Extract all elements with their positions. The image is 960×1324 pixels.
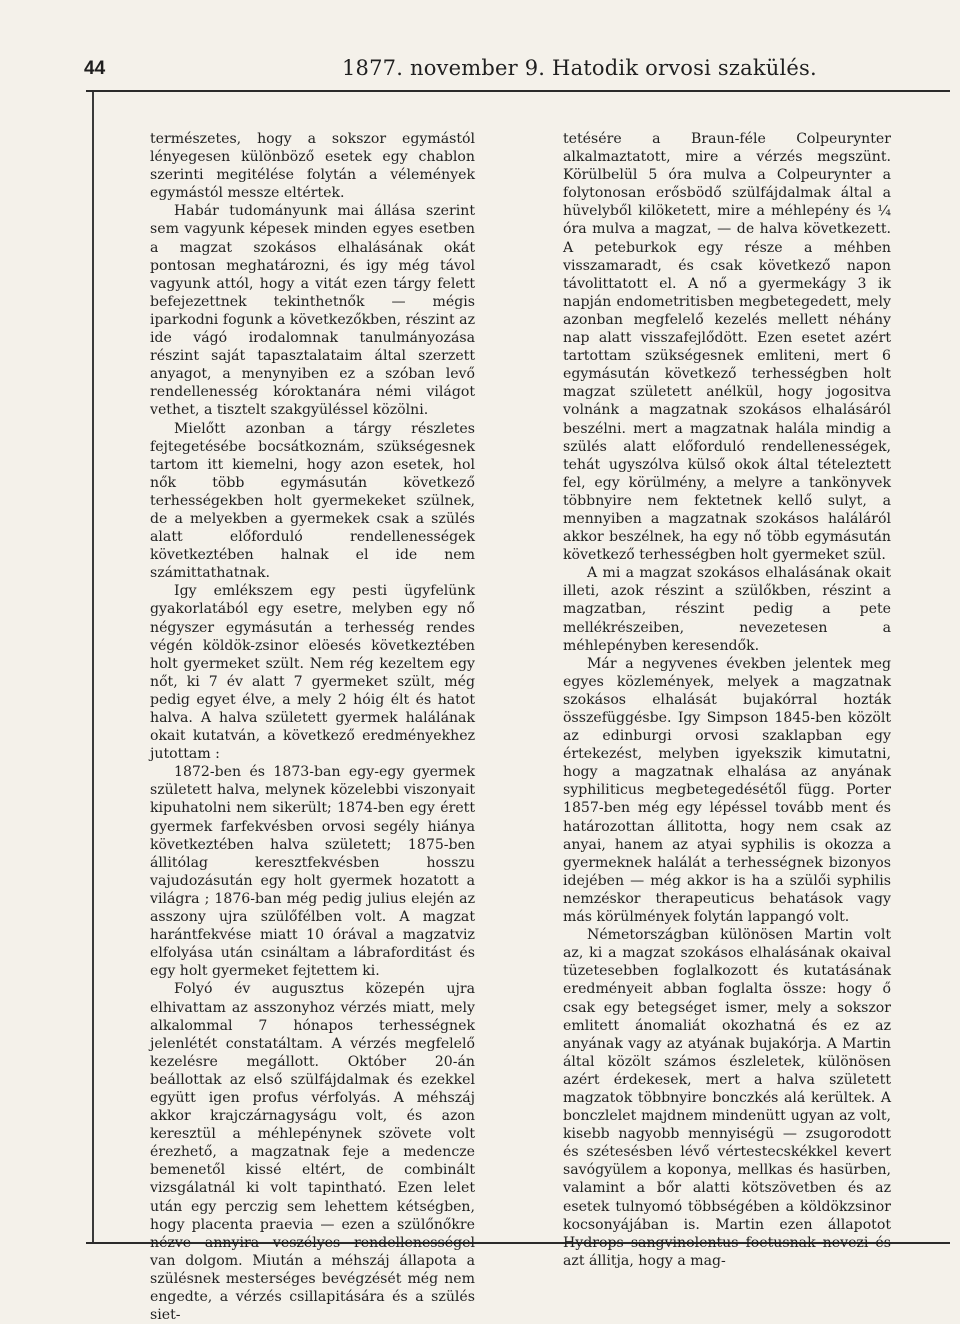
running-title: 1877. november 9. Hatodik orvosi szakülés. <box>342 56 817 80</box>
paragraph: Mielőtt azonban a tárgy részletes fejtegetésébe bocsátkoznám, szükségesnek tartom itt kiemelni, hogy azon esetek, hol nők több egymásután következő terhességekben holt gyermekeket szülnek, de a melyekben a gyermekek csak a szülés alatt előforduló rendellenességek következtében halnak el ide nem számittathatnak. <box>150 420 475 582</box>
page-header <box>80 56 950 86</box>
header-rule <box>86 90 950 92</box>
paragraph: tetésére a Braun-féle Colpeurynter alkalmaztatott, mire a vérzés megszünt. Körülbelül 5 óra mulva a Colpeurynter a folytonosan erősbödő szülfájdalmak által a hüvelyből kilöketett, mire a méhlepény és ¼ óra mulva a magzat, — de halva következett. A peteburkok egy része a méhben visszamaradt, és csak következő napon távolittatott el. A nő a gyermekágy 3 ik napján endometritisben megbetegedett, mely azonban megfelelő kezelés mellett néhány nap alatt visszafejlődött. Ezen esetet azért tartottam szükségesnek emliteni, mert 6 egymásután következő terhességben holt magzat született anélkül, hogy jogositva volnánk a magzatnak szokásos elhalásáról beszélni. mert a magzatnak halála mindig a szülés alatt előforduló rendellenességek, tehát ugyszólva külső okok által tételeztett fel, egy körülmény, a melyre a tankönyvek többnyire nem fektetnek kellő sulyt, a mennyiben a magzatnak szokásos haláláról akkor beszélnek, ha egy nő több egymásután következő terhességben holt gyermeket szül. <box>563 131 891 564</box>
margin-line <box>92 92 94 1242</box>
paragraph: Már a negyvenes években jelentek meg egyes közlemények, melyek a magzatnak szokásos elhalását bujakórral hozták összefüggésbe. Igy Simpson 1845-ben közölt az edinburgi orvosi szaklapban egy értekezést, melyben igyekszik kimutatni, hogy a magzatnak elhalása az anyának syphiliticus megbetegedésétől függ. Porter 1857-ben még egy lépéssel tovább ment és határozottan állitotta, hogy nem csak az anyai, hanem az atyai syphilis is okozza a gyermeknek halálát a terhességnek bizonyos idejében — még akkor is ha a szülői syphilis nemzéskor therapeuticus behatások vagy más körülmények folytán lappangó volt. <box>563 655 891 926</box>
paragraph: Habár tudományunk mai állása szerint sem vagyunk képesek minden egyes esetben a magzat szokásos elhalásának okát pontosan meghatározni, és igy még távol vagyunk attól, hogy a vitát ezen tárgy felett befejezettnek tekinthetnők — mégis iparkodni fogunk a következőkben, részint az ide vágó irodalomnak tanulmányozása részint saját tapasztalataim által szerzett anyagot, a menynyiben ez a szóban levő rendellenesség kóroktanára némi világot vethet, a tisztelt szakgyüléssel közölni. <box>150 203 475 419</box>
paragraph: 1872-ben és 1873-ban egy-egy gyermek született halva, melynek közelebbi viszonyait kipuhatolni nem sikerült; 1874-ben egy érett gyermek farfekvésben orvosi segély hiánya következtében halva született; 1875-ben állitólag keresztfekvésben hosszu vajudozásután egy holt gyermek hozatott a világra ; 1876-ban még pedig julius elején az asszony ujra szülőfélben volt. A magzat harántfekvése miatt 10 órával a magzatviz elfolyása után csináltam a lábraforditást és egy holt gyermeket fejtettem ki. <box>150 764 475 980</box>
paragraph: Folyó év augusztus közepén ujra elhivattam az asszonyhoz vérzés miatt, mely alkalommal 7 hónapos terhességnek jelenlétét constatáltam. A vérzés megfelelő kezelésre megállott. Október 20-án beállottak az első szülfájdalmak és ezekkel együtt igen profus vérfolyás. A méhszáj akkor krajczárnagyságu volt, és azon keresztül a méhlepénynek szövete volt érezhető, a magzatnak feje a medencze bemenetől kissé eltért, de combinált vizsgálatnál ki volt tapintható. Ezen lelet után egy perczig sem lehettem kétségben, hogy placenta praevia — ezen a szülőnőkre nézve annyira veszélyes rendellenességel van dolgom. Miután a méhszáj állapota a szülésnek mesterséges bevégzését még nem engedte, a vérzés csillapitására és a szülés siet- <box>150 981 475 1324</box>
paragraph: Igy emlékszem egy pesti ügyfelünk gyakorlatából egy esetre, melyben egy nő négyszer egymásután a terhesség rendes végén köldök-zsinor elöesés következtében holt gyermeket szült. Nem rég kezeltem egy nőt, ki 7 év alatt 7 gyermeket szült, még pedig egyet élve, a mely 2 hóig élt és hatot halva. A halva született gyermek halálának okait kutatván, a következő eredményekhez jutottam : <box>150 583 475 763</box>
right-column <box>563 130 891 1270</box>
left-column <box>150 130 475 1324</box>
page-number: 44 <box>84 58 106 79</box>
paragraph: A mi a magzat szokásos elhalásának okait illeti, azok részint a szülőkben, részint a magzatban, részint pedig a pete mellékrészeiben, nevezetesen a méhlepényben keresendők. <box>563 565 891 654</box>
paragraph: Németországban különösen Martin volt az, ki a magzat szokásos elhalásának okaival tüzetesebben foglalkozott és kutatásának eredményeit abban foglalta össze: hogy ő csak egy betegséget ismer, mely a sokszor emlitett ánomaliát okozhatná és ez az anyának vagy az atyának bujakórja. A Martin által közölt számos észleletek, különösen azért érdekesek, mert a halva született magzatok többnyire bonczkés alá kerültek. A bonczlelet majdnem mindenütt ugyan az volt, kisebb nagyobb mennyiségü — zsugorodott és szétesésben lévő vértestecskékkel kevert savógyülem a koponya, mellkas és hasürben, valamint a bőr alatti kötszövetben és az esetek tulnyomó többségében a köldökzsinor kocsonyájában is. Martin ezen állapotot Hydrops sangvinolentus foetusnak nevezi és azt állitja, hogy a mag- <box>563 927 891 1269</box>
paragraph: természetes, hogy a sokszor egymástól lényegesen különböző esetek egy chablon szerinti megitélése folytán a vélemények egymástól messze eltértek. <box>150 131 475 202</box>
